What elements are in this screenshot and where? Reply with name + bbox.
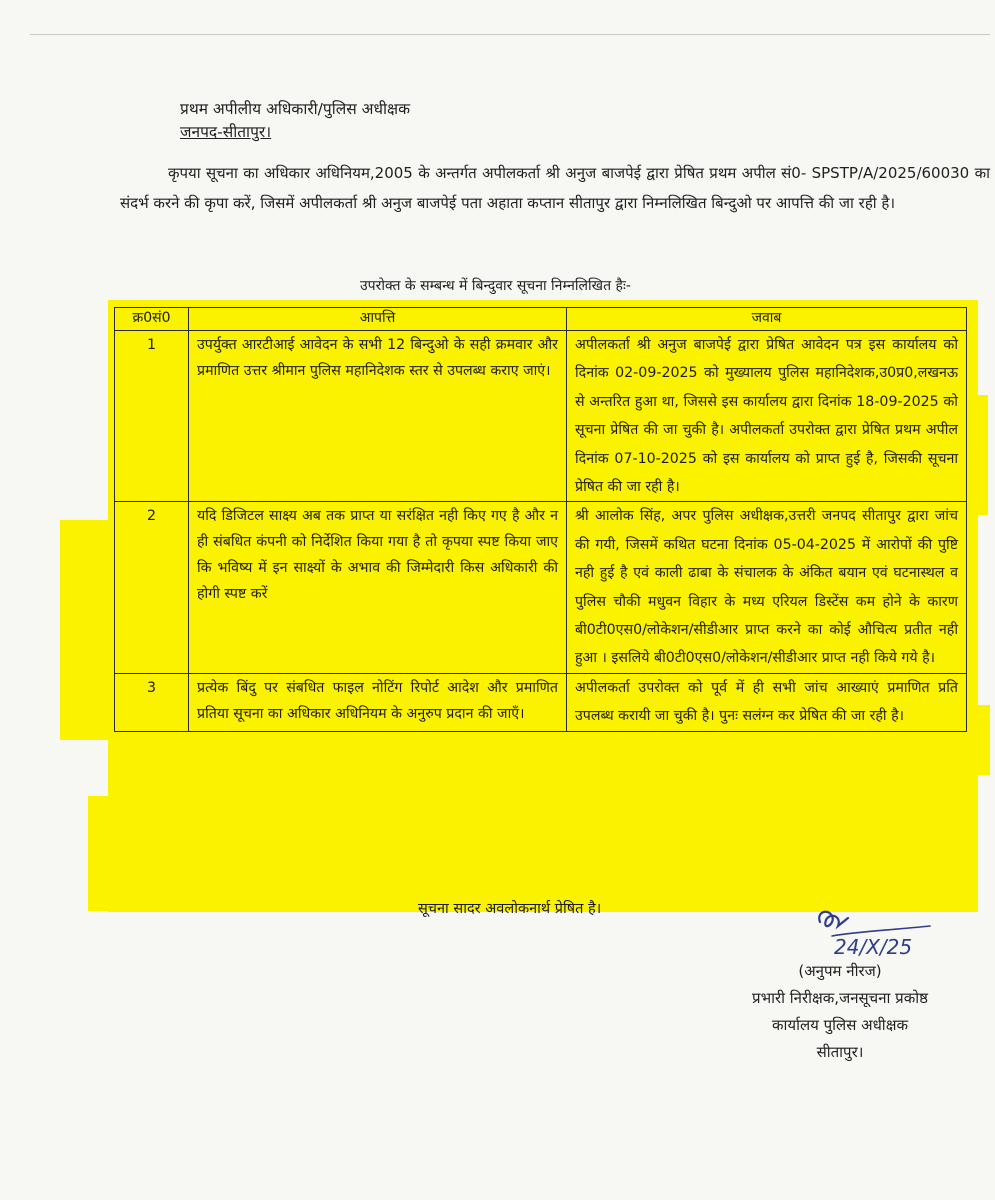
objection-text: प्रत्येक बिंदु पर संबधित फाइल नोटिंग रिपोर्ट आदेश और प्रमाणित प्रतिया सूचना का अधिकार अधिनियम के अनुरुप प्रदान की जाएँ। — [189, 673, 567, 731]
reply-text: श्री आलोक सिंह, अपर पुलिस अधीक्षक,उत्तरी जनपद सीतापुर द्वारा जांच की गयी, जिसमें कथित घटना दिनांक 05-04-2025 में आरोपों की पुष्टि नही हुई है एवं काली ढाबा के संचालक के अंकित बयान एवं घटनास्थल व पुलिस चौकी मधुवन विहार के मध्य एरियल डिस्टेंस कम होने के कारण बी0टी0एस0/लोकेशन/सीडीआर प्राप्त करने का कोई औचित्य प्रतीत नही हुआ । इसलिये बी0टी0एस0/लोकेशन/सीडीआर प्राप्त नही किये गये है। — [567, 502, 967, 673]
table-row — [115, 673, 967, 731]
addressee-title: प्रथम अपीलीय अधिकारी/पुलिस अधीक्षक — [180, 100, 411, 118]
signature-date: 24/X/25 — [834, 935, 913, 959]
serial-number: 3 — [115, 673, 189, 731]
signatory-office: कार्यालय पुलिस अधीक्षक — [772, 1016, 908, 1034]
highlight-stroke — [960, 815, 978, 910]
header-reply: जवाब — [567, 308, 967, 331]
footer-note: सूचना सादर अवलोकनार्थ प्रेषित है। — [418, 901, 602, 917]
signatory-place: सीतापुर। — [816, 1043, 864, 1061]
subheading: उपरोक्त के सम्बन्ध में बिन्दुवार सूचना निम्नलिखित हैः- — [360, 278, 631, 294]
highlight-stroke — [88, 796, 122, 911]
signatory-designation: प्रभारी निरीक्षक,जनसूचना प्रकोष्ठ — [752, 989, 928, 1007]
table-row — [115, 502, 967, 673]
table-header-row — [115, 308, 967, 331]
table-row — [115, 331, 967, 502]
objection-text: यदि डिजिटल साक्ष्य अब तक प्राप्त या सरंक्षित नही किए गए है और न ही संबधित कंपनी को निर्देशित किया गया है तो कृपया स्पष्ट किया जाए कि भविष्य में इन साक्ष्यों के अभाव की जिम्मेदारी किस अधिकारी की होगी स्पष्ट करें — [189, 502, 567, 673]
intro-paragraph — [120, 158, 990, 218]
serial-number: 2 — [115, 502, 189, 673]
signatory-block — [690, 958, 990, 1066]
objection-text: उपर्युक्त आरटीआई आवेदन के सभी 12 बिन्दुओ के सही क्रमवार और प्रमाणित उत्तर श्रीमान पुलिस महानिदेशक स्तर से उपलब्ध कराए जाएं। — [189, 331, 567, 502]
header-serial: क्र0सं0 — [115, 308, 189, 331]
signatory-name: (अनुपम नीरज) — [798, 962, 882, 980]
addressee-district: जनपद-सीतापुर। — [180, 123, 272, 141]
scan-edge-line — [30, 34, 990, 35]
reply-text: अपीलकर्ता उपरोक्त को पूर्व में ही सभी जांच आख्याएं प्रमाणित प्रति उपलब्ध करायी जा चुकी है। पुनः सलंग्न कर प्रेषित की जा रही है। — [567, 673, 967, 731]
highlight-stroke — [60, 520, 120, 740]
header-objection: आपत्ति — [189, 308, 567, 331]
handwritten-signature — [812, 906, 942, 966]
serial-number: 1 — [115, 331, 189, 502]
intro-text: कृपया सूचना का अधिकार अधिनियम,2005 के अन्तर्गत अपीलकर्ता श्री अनुज बाजपेई द्वारा प्रेषित प्रथम अपील सं0- SPSTP/A/2025/60030 का संदर्भ करने की कृपा करें, जिसमें अपीलकर्ता श्री अनुज बाजपेई पता अहाता कप्तान सीतापुर द्वारा निम्नलिखित बिन्दुओ पर आपत्ति की जा रही है। — [120, 164, 990, 212]
reply-text: अपीलकर्ता श्री अनुज बाजपेई द्वारा प्रेषित आवेदन पत्र इस कार्यालय को दिनांक 02-09-2025 को मुख्यालय पुलिस महानिदेशक,उ0प्र0,लखनऊ से अन्तरित हुआ था, जिससे इस कार्यालय द्वारा दिनांक 18-09-2025 को सूचना प्रेषित की जा चुकी है। अपीलकर्ता उपरोक्त द्वारा प्रेषित प्रथम अपील दिनांक 07-10-2025 को इस कार्यालय को प्राप्त हुई है, जिसकी सूचना प्रेषित की जा रही है। — [567, 331, 967, 502]
response-table — [114, 307, 967, 732]
